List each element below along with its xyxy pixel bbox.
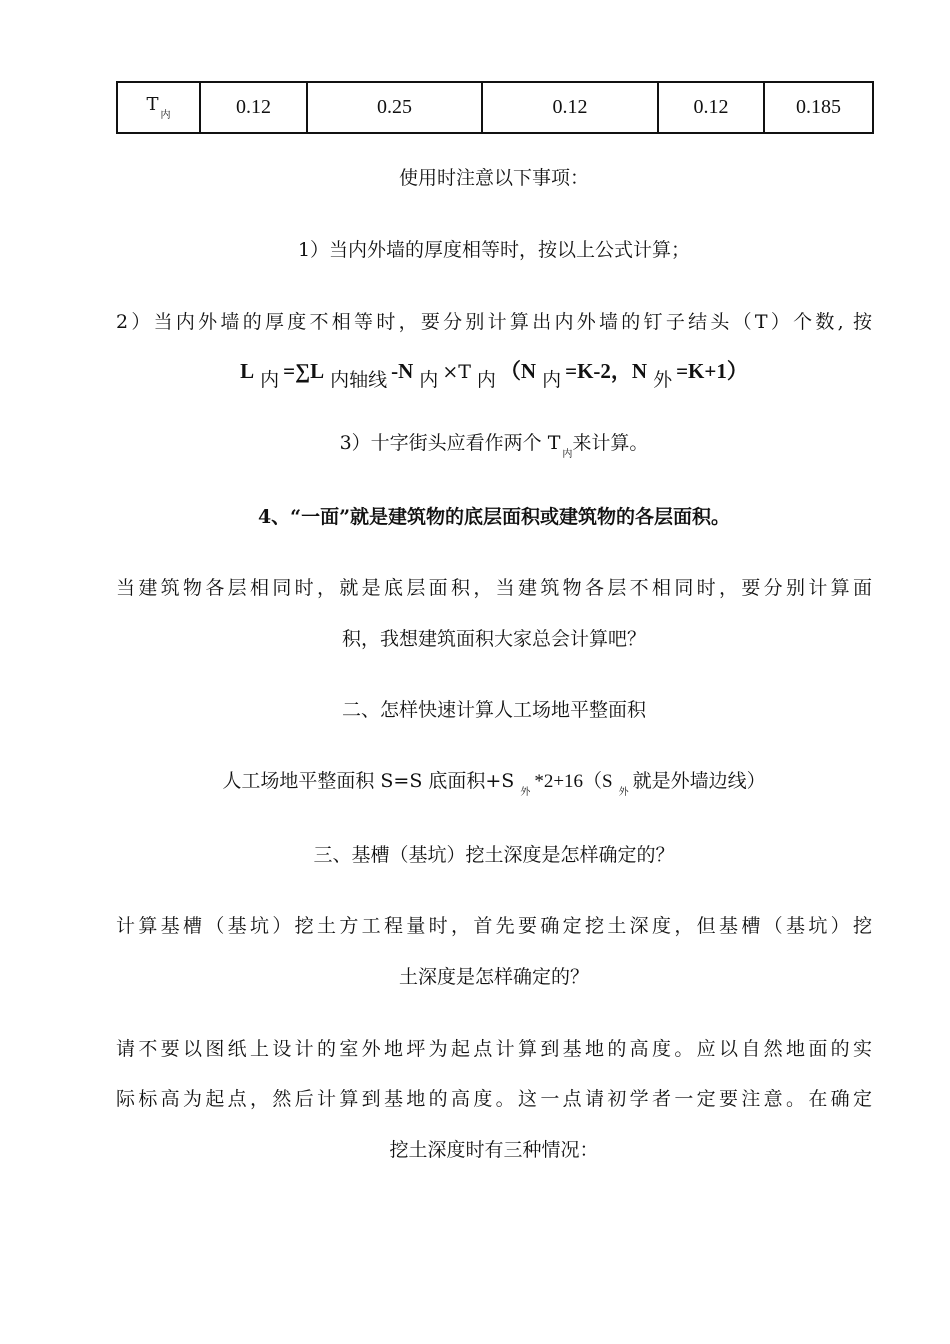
section-3-para-line: 计算基槽（基坑）挖土方工程量时，首先要确定挖土深度，但基槽（基坑）挖 [116, 915, 872, 937]
formula-subscript: 内 [260, 369, 280, 391]
note-3-text: 3）十字街头应看作两个 T [339, 432, 561, 454]
notes-heading: 使用时注意以下事项： [398, 167, 589, 189]
table-cell: 0.12 [658, 82, 764, 133]
formula-part: *2+16（S [534, 771, 613, 792]
formula-subscript: 内 [419, 369, 439, 391]
formula-subscript: 内轴线 [330, 369, 388, 391]
section-4-para-line: 当建筑物各层相同时，就是底层面积，当建筑物各层不相同时，要分别计算面 [116, 577, 872, 599]
formula-part: -N [391, 359, 414, 383]
section-3-para-line: 请不要以图纸上设计的室外地坪为起点计算到基地的高度。应以自然地面的实 [116, 1038, 872, 1060]
formula-part: L [240, 359, 255, 383]
section-4-title: 4、“一面”就是建筑物的底层面积或建筑物的各层面积。 [257, 506, 731, 528]
formula-subscript: 外 [653, 369, 673, 391]
formula-part: 人工场地平整面积 S=S 底面积+S [222, 770, 515, 792]
table-cell: 0.12 [200, 82, 307, 133]
formula-subscript: 外 [618, 787, 629, 798]
formula-part: =K-2，N [565, 359, 648, 383]
table-row-label [117, 82, 200, 133]
note-3-text: 来计算。 [572, 432, 649, 454]
formula-subscript: 内 [476, 369, 496, 391]
table-cell: 0.185 [764, 82, 873, 133]
note-2: 2）当内外墙的厚度不相等时，要分别计算出内外墙的钉子结头（T）个数, 按 [116, 311, 872, 333]
label-subscript: 内 [160, 110, 171, 121]
section-3-para-line: 际标高为起点，然后计算到基地的高度。这一点请初学者一定要注意。在确定 [116, 1088, 872, 1110]
formula-part: ×T [442, 361, 471, 383]
inner-wall-length-formula [116, 358, 872, 393]
note-3 [116, 430, 872, 468]
formula-part: （N [499, 359, 537, 383]
note-3-subscript: 内 [562, 449, 573, 460]
site-leveling-formula [116, 768, 872, 806]
label-main: T [146, 94, 159, 115]
section-3-para-line: 挖土深度时有三种情况： [389, 1139, 599, 1161]
section-2-title: 二、怎样快速计算人工场地平整面积 [341, 699, 646, 721]
table-row [117, 82, 873, 133]
note-1: 1）当内外墙的厚度相等时，按以上公式计算； [297, 239, 691, 261]
formula-subscript: 外 [520, 787, 531, 798]
table-cell: 0.25 [307, 82, 482, 133]
formula-part: 就是外墙边线） [632, 770, 766, 792]
formula-subscript: 内 [542, 369, 562, 391]
formula-part: =K+1） [676, 359, 748, 383]
formula-part: =∑L [283, 359, 325, 383]
wall-thickness-table [116, 81, 874, 134]
section-3-para-line: 土深度是怎样确定的？ [398, 966, 589, 988]
section-3-title: 三、基槽（基坑）挖土深度是怎样确定的？ [313, 844, 675, 866]
section-4-para-line: 积，我想建筑面积大家总会计算吧？ [341, 628, 646, 650]
table-cell: 0.12 [482, 82, 658, 133]
